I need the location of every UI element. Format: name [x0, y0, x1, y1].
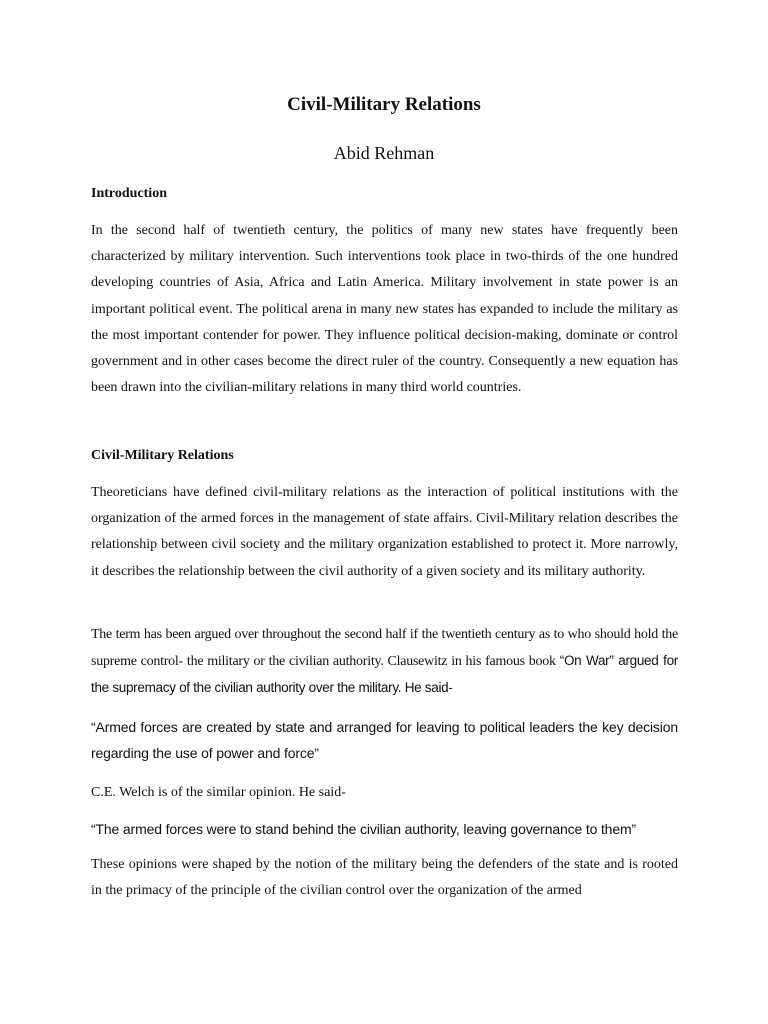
- on-war-quote-inline: “On War” argued for the supremacy of the civilian authority over the military. He said-: [91, 653, 678, 696]
- document-title: Civil-Military Relations: [287, 94, 481, 115]
- welch-quote: “The armed forces were to stand behind the civilian authority, leaving governance to them”: [91, 821, 636, 837]
- clausewitz-quote: “Armed forces are created by state and arranged for leaving to political leaders the key decision regarding the use of power and force”: [91, 719, 678, 762]
- definition-paragraph: Theoreticians have defined civil-military relations as the interaction of political institutions with the organization of the armed forces in the management of state affairs. Civil-Military relation describes the relationship between civil society and the military organization established to protect it. More narrowly, it describes the relationship between the civil authority of a given society and its military authority.: [91, 485, 678, 579]
- clausewitz-paragraph: [91, 622, 678, 703]
- introduction-paragraph: In the second half of twentieth century, the politics of many new states have frequently been characterized by military intervention. Such interventions took place in two-thirds of the one hundred developing countries of Asia, Africa and Latin America. Military involvement in state power is an important political event. The political arena in many new states has expanded to include the military as the most important contender for power. They influence political decision-making, dominate or control government and in other cases become the direct ruler of the country. Consequently a new equation has been drawn into the civilian-military relations in many third world countries.: [91, 223, 678, 396]
- document-author: Abid Rehman: [333, 143, 435, 163]
- section-heading-introduction: Introduction: [91, 186, 167, 201]
- section-heading-civil-military-relations: Civil-Military Relations: [91, 448, 234, 463]
- welch-intro-paragraph: C.E. Welch is of the similar opinion. He said-: [91, 785, 346, 800]
- clausewitz-paragraph-text: The term has been argued over throughout the second half if the twentieth century as to who should hold the supreme control- the military or the civilian authority. Clausewitz in his famous book: [91, 627, 678, 670]
- opinions-paragraph: These opinions were shaped by the notion of the military being the defenders of the state and is rooted in the primacy of the principle of the civilian control over the organization of the armed: [91, 857, 678, 899]
